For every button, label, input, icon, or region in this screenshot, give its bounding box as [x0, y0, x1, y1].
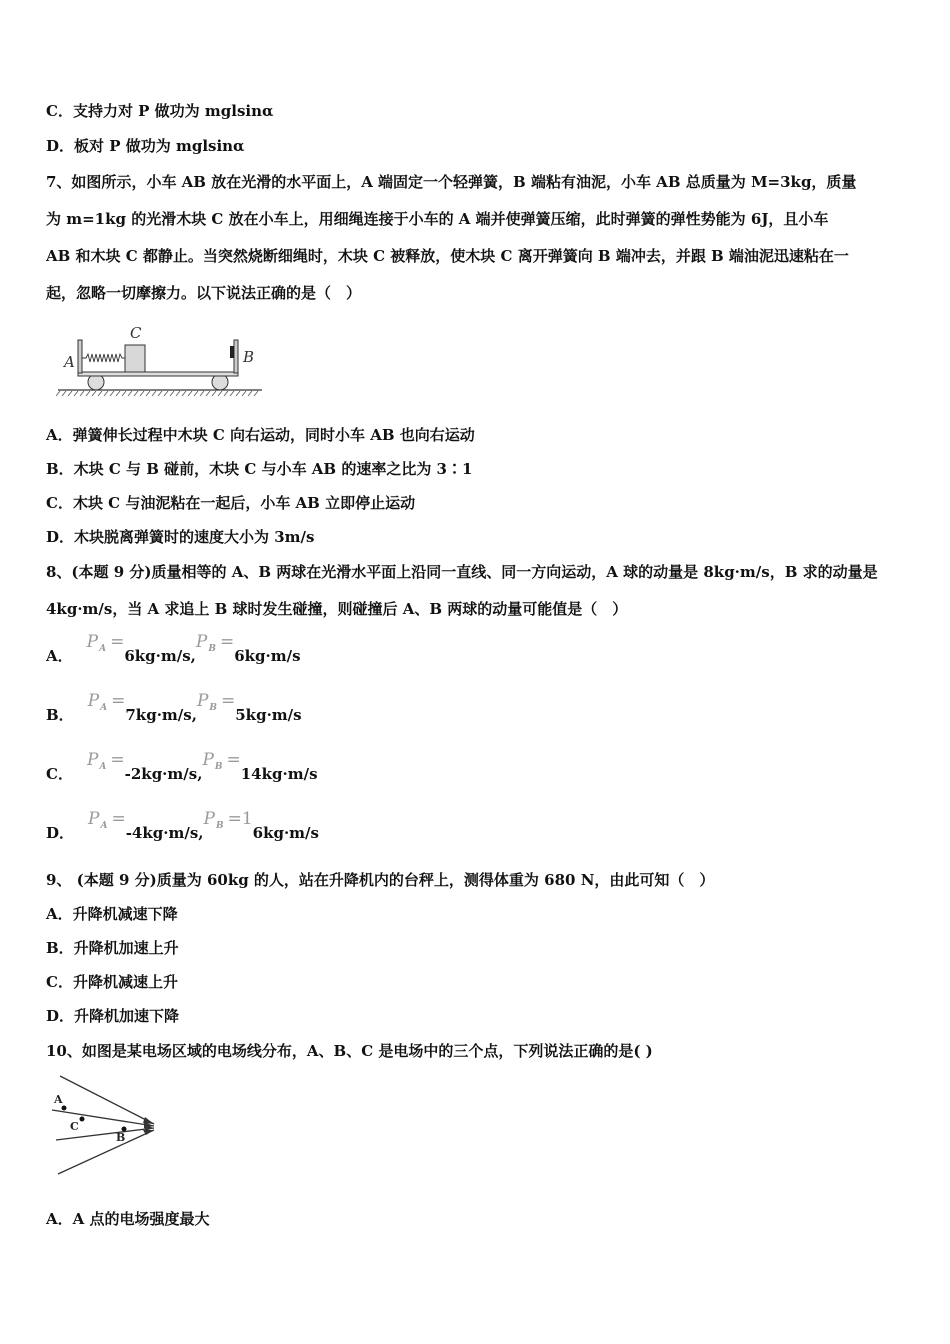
q7-stem-line-4: 起，忽略一切摩擦力。以下说法正确的是（ ）: [46, 284, 362, 302]
q8-stem-line-2: 4kg·m/s，当 A 求追上 B 球时发生碰撞，则碰撞后 A、B 两球的动量可能值是（ ）: [46, 600, 628, 618]
cart-end-b: [234, 340, 238, 373]
label-a: A: [54, 1093, 63, 1106]
q9-option-c: C．升降机减速上升: [46, 973, 178, 991]
q8-option-b: B．$P_A =7kg\cdot m/s,P_B =5kg\cdot m/s$: [46, 691, 302, 724]
q9-option-a: A．升降机减速下降: [46, 905, 178, 923]
q9-stem: 9、 (本题 9 分)质量为 60kg 的人，站在升降机内的台秤上，测得体重为 680 N，由此可知（ ）: [46, 871, 715, 889]
cart-board: [78, 372, 238, 376]
q8-stem-line-1: 8、(本题 9 分)质量相等的 A、B 两球在光滑水平面上沿同一直线、同一方向运动，A 球的动量是 8kg·m/s，B 求的动量是: [46, 563, 878, 581]
label-c: C: [130, 324, 142, 342]
q8-option-a: A．$P_A =6kg\cdot m/s,P_B =6kg\cdot m/s$: [46, 632, 301, 665]
q10-field-figure: [46, 1072, 162, 1180]
q9-option-d: D．升降机加速下降: [46, 1007, 180, 1025]
q7-option-c: C．木块 C 与油泥粘在一起后，小车 AB 立即停止运动: [46, 494, 416, 512]
label-c: C: [70, 1120, 79, 1133]
q10-option-a: A．A 点的电场强度最大: [46, 1210, 210, 1228]
q8-option-d: D．$P_A =-4kg\cdot m/s,P_B =16kg\cdot m/s$: [46, 809, 319, 842]
q7-cart-figure: [56, 320, 268, 400]
q9-option-b: B．升降机加速上升: [46, 939, 179, 957]
block-c: [125, 345, 145, 372]
q7-stem-line-2: 为 m=1kg 的光滑木块 C 放在小车上，用细绳连接于小车的 A 端并使弹簧压缩，此时弹簧的弹性势能为 6J，且小车: [46, 210, 829, 228]
point-c: [80, 1117, 85, 1122]
q7-stem-line-1: 7、如图所示，小车 AB 放在光滑的水平面上，A 端固定一个轻弹簧，B 端粘有油泥，小车 AB 总质量为 M=3kg，质量: [46, 173, 857, 191]
q6-option-d: D．板对 P 做功为 mglsinα: [46, 137, 245, 155]
label-b: B: [116, 1131, 126, 1144]
point-a: [62, 1106, 67, 1111]
label-a: A: [64, 353, 75, 371]
q7-option-b: B．木块 C 与 B 碰前，木块 C 与小车 AB 的速率之比为 3∶1: [46, 460, 473, 478]
q8-option-c: C．$P_A =-2kg\cdot m/s,P_B =14kg\cdot m/s$: [46, 750, 318, 783]
q7-option-d: D．木块脱离弹簧时的速度大小为 3m/s: [46, 528, 315, 546]
q6-option-c: C．支持力对 P 做功为 mglsinα: [46, 102, 274, 120]
q7-stem-line-3: AB 和木块 C 都静止。当突然烧断细绳时，木块 C 被释放，使木块 C 离开弹簧向 B 端冲去，并跟 B 端油泥迅速粘在一: [46, 247, 849, 265]
putty: [230, 346, 234, 358]
spring: [82, 354, 125, 362]
q10-stem: 10、如图是某电场区域的电场线分布，A、B、C 是电场中的三个点，下列说法正确的是( ): [46, 1042, 653, 1060]
label-b: B: [243, 348, 255, 366]
q7-option-a: A．弹簧伸长过程中木块 C 向右运动，同时小车 AB 也向右运动: [46, 426, 475, 444]
cart-end-a: [78, 340, 82, 373]
